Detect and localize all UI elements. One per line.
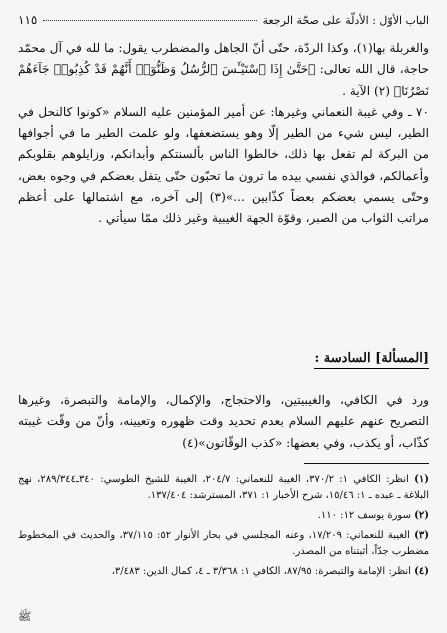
footnote — [18, 528, 429, 560]
page-number: ١١٥ — [18, 13, 38, 27]
paragraph-1: والغربلة بها(١)، وكذا الردّة، حتّى أنّ الجاهل والمضطرب يقول: ما لله في آل محمّد حاجة، قال الله تعالى: ﴿حَتَّىٰ إِذَا ٱسْتَيْـَٔسَ ٱلرُّسُلُ وَظَنُّوٓا۟ أَنَّهُمْ قَدْ كُذِبُوا۟ جَآءَهُمْ نَصْرُنَا﴾ (٢) الآية . — [18, 41, 430, 98]
paragraph-2: ٧٠ ـ وفي غيبة النعماني وغيرها: عن أمير المؤمنين عليه السلام «كونوا كالنحل في الطير، ليس شيء من الطير إلّا وهو يستضعفها، ولو علمت الطير ما في أجوافها من البركة لم تفعل بها ذلك، خالطوا الناس بألسنتكم وأبدانكم، وزايلوهم بقلوبكم وأعمالكم، فوالذي نفسي بيده ما ترون ما تحبّون حتّى يتفل بعضكم في وجوه بعض، وحتّى يسمي بعضكم بعضاً كذّابين ...»(٣) إلى آخره، مع اشتمالها على أعظم مراتب الثواب من الصبر، وقوّة الجهة الغيبية وغير ذلك ممّا سيأتي . — [18, 104, 429, 226]
footnote-text: سورة يوسف ١٢: ١١٠. — [317, 510, 411, 521]
footnote-text: الغيبة للنعماني: ١٧/٢٠٩، وعنه المجلسي في بحار الأنوار ٥٢: ٣٧/١١٥، والحديث في المخطوط مضطرب جدّاً، أثبتناه من المصدر. — [18, 530, 429, 557]
section-title-text: [المسألة] السادسة : — [314, 351, 429, 369]
footnote-number: (٢) — [414, 510, 429, 521]
footnote-text: انظر: الكافي ١: ٣٧٠/٢، الغيبة للنعماني: ٢٠٤/٧، الغيبة للشيخ الطوسي: ٣٤٠ـ٢٨٩/٣٤٤، نهج البلاغة ـ عبده ـ ١: ١٥/٤٦، شرح الأخبار ١: ٣٧١، المسترشد: ١٣٧/٤٠٤. — [18, 474, 429, 501]
footnote-number: (١) — [414, 474, 429, 485]
running-header — [18, 10, 429, 30]
footnote — [18, 472, 429, 504]
footnote-separator — [304, 463, 429, 464]
footnote-number: (٣) — [414, 530, 429, 541]
section-title — [314, 351, 429, 366]
main-text-bottom — [18, 378, 429, 466]
footnote — [18, 508, 429, 524]
footnotes — [18, 472, 429, 584]
main-text-top — [18, 38, 429, 230]
footnote-text: انظر: الإمامة والتبصرة: ٨٧/٩٥، الكافي ١: ٣/٣٦٨ ـ ٤، كمال الدين: ٣/٤٨٣، — [111, 566, 411, 577]
footnote — [18, 564, 429, 580]
page-mark: ﷺ — [18, 610, 32, 623]
header-leader-dots — [43, 19, 256, 21]
header-title: الباب الأوّل : الأدلّة على صحّة الرجعة — [262, 13, 429, 27]
paragraph-3: ورد في الكافي، والغيبيتين، والاحتجاج، والإكمال، والإمامة والتبصرة، وغيرها التصريح عنهم عليهم السلام بعدم تحديد وقت ظهوره وتعيينه، وأنّ من وقّت غيبته كذّاب، أو يكذب، وفي بعضها: «كذب الوقّاتون»(٤) — [18, 393, 429, 450]
footnote-number: (٤) — [414, 566, 429, 577]
